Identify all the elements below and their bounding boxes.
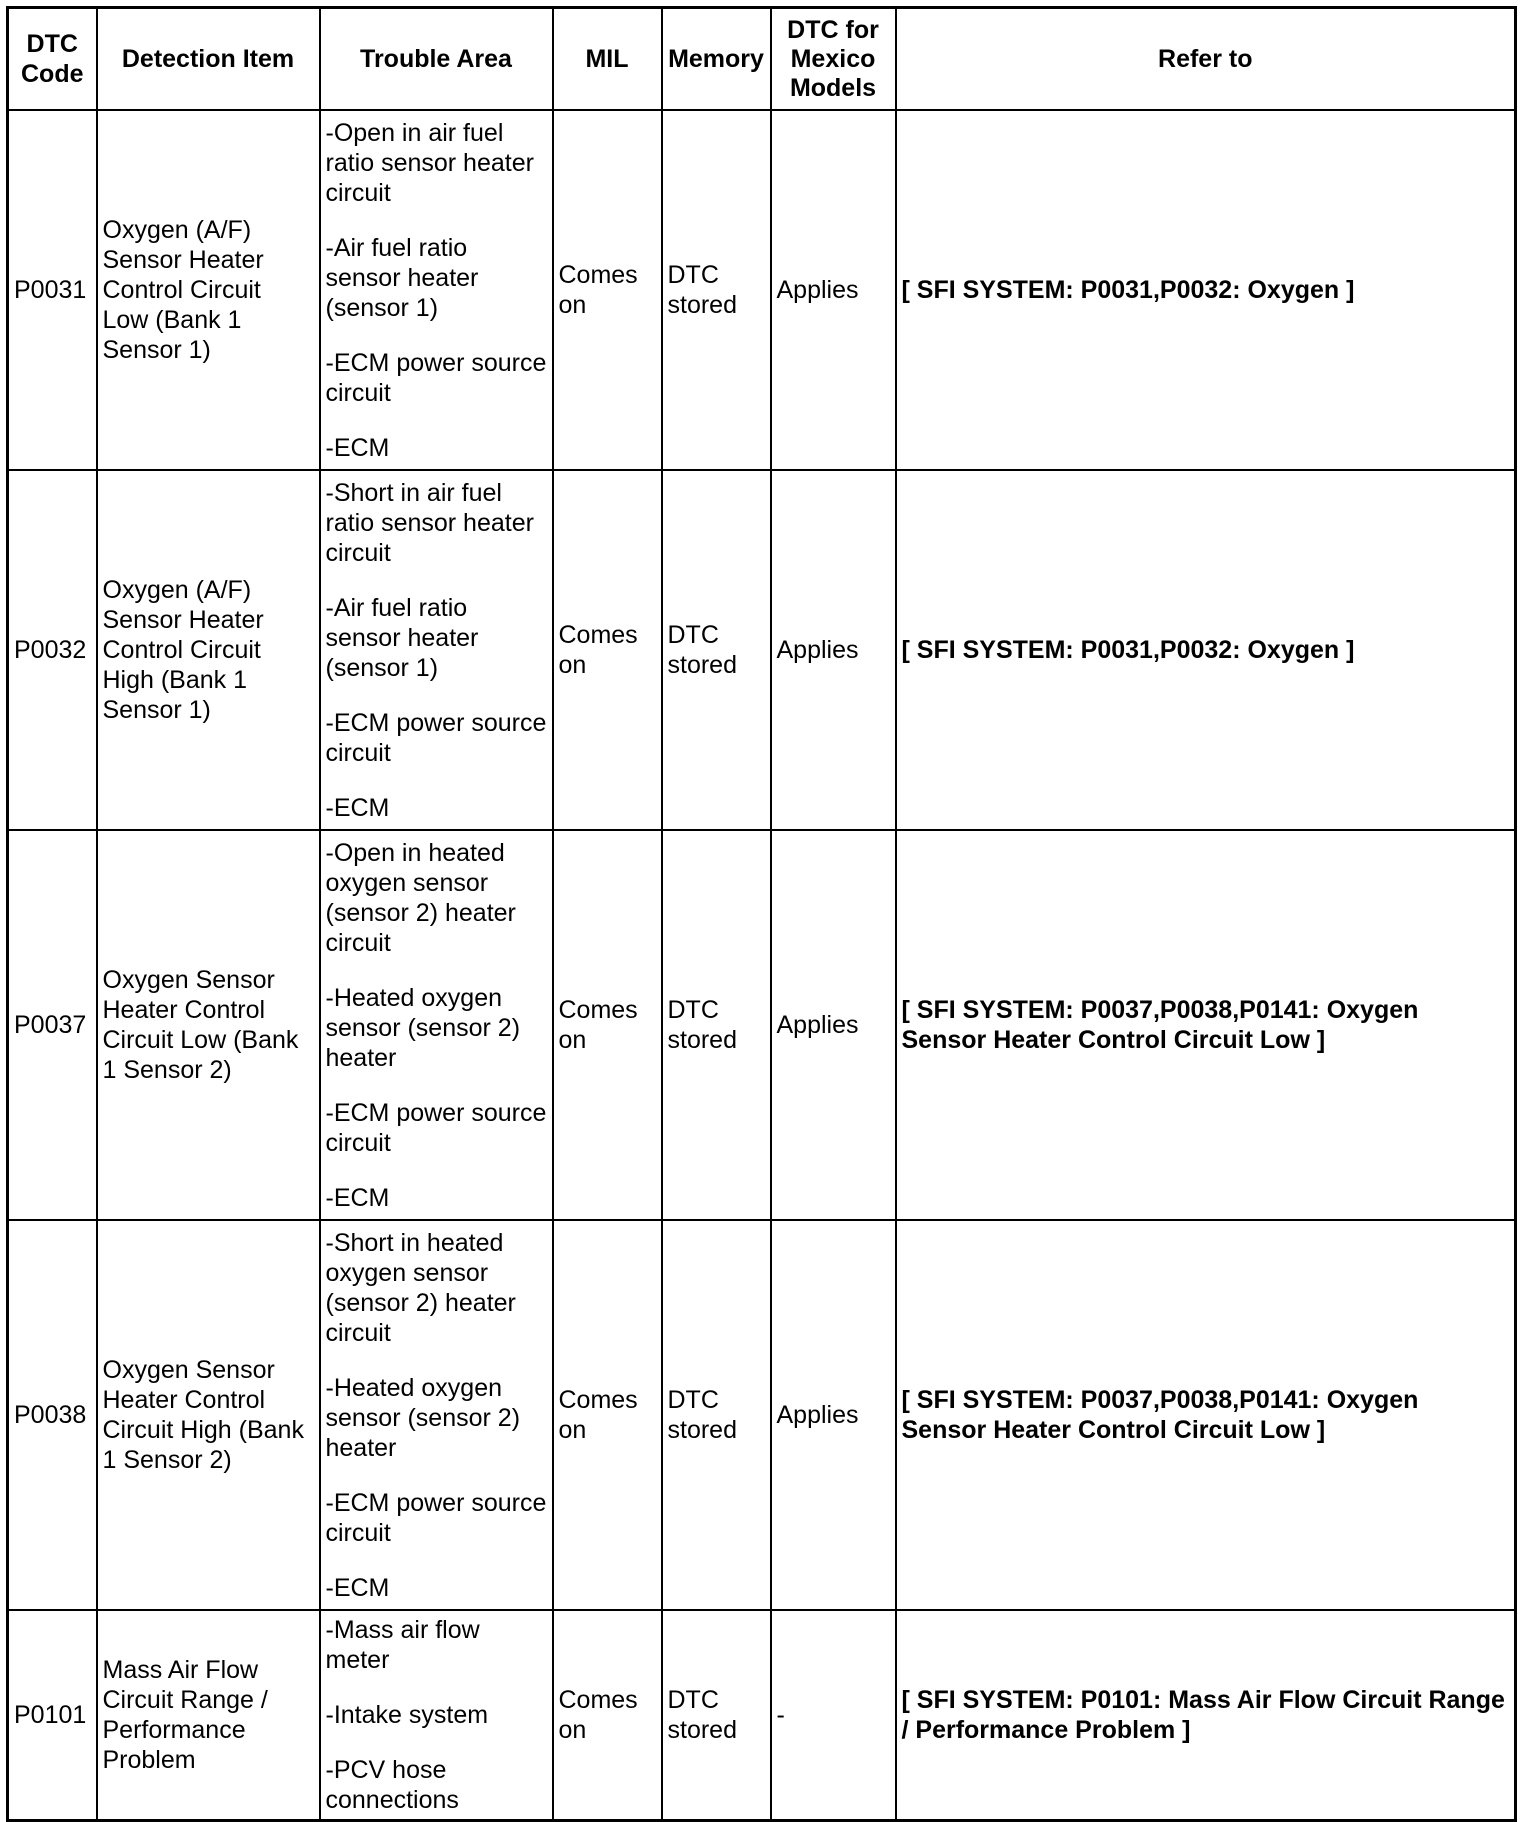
memory-cell: DTC stored [662, 1610, 771, 1821]
refer-to-link[interactable]: [ SFI SYSTEM: P0101: Mass Air Flow Circuit Range / Performance Problem ] [896, 1610, 1516, 1821]
refer-to-link[interactable]: [ SFI SYSTEM: P0037,P0038,P0141: Oxygen Sensor Heater Control Circuit Low ] [896, 830, 1516, 1220]
trouble-area-entry: -ECM power source circuit [325, 708, 547, 767]
trouble-area-entry: -ECM [325, 793, 390, 822]
trouble-area-entry: -ECM power source circuit [325, 1488, 547, 1547]
trouble-area-entry: -PCV hose connections [325, 1756, 459, 1814]
trouble-area-entry: -ECM power source circuit [325, 1098, 547, 1157]
dtc-code-cell: P0038 [8, 1220, 97, 1610]
mil-cell: Comes on [553, 1610, 662, 1821]
header-memory: Memory [662, 8, 771, 111]
refer-to-link[interactable]: [ SFI SYSTEM: P0037,P0038,P0141: Oxygen Sensor Heater Control Circuit Low ] [896, 1220, 1516, 1610]
mil-cell: Comes on [553, 830, 662, 1220]
mexico-models-cell: Applies [771, 1220, 896, 1610]
dtc-code-cell: P0037 [8, 830, 97, 1220]
header-dtc-code: DTC Code [8, 8, 97, 111]
trouble-area-entry: -Open in heated oxygen sensor (sensor 2) heater circuit [325, 838, 516, 957]
trouble-area-entry: -ECM [325, 433, 390, 462]
dtc-table [6, 6, 1517, 1822]
trouble-area-entry: -Heated oxygen sensor (sensor 2) heater [325, 983, 521, 1072]
dtc-code-cell: P0101 [8, 1610, 97, 1821]
dtc-code-cell: P0031 [8, 110, 97, 470]
mexico-models-cell: Applies [771, 470, 896, 830]
trouble-area-entry: -Short in air fuel ratio sensor heater circuit [325, 478, 534, 567]
header-mil: MIL [553, 8, 662, 111]
memory-cell: DTC stored [662, 470, 771, 830]
trouble-area-entry: -Intake system [325, 1701, 489, 1729]
trouble-area-entry: -ECM [325, 1573, 390, 1602]
trouble-area-cell [320, 110, 553, 470]
header-detection-item: Detection Item [97, 8, 320, 111]
memory-cell: DTC stored [662, 830, 771, 1220]
table-row [8, 470, 1516, 830]
refer-to-link[interactable]: [ SFI SYSTEM: P0031,P0032: Oxygen ] [896, 470, 1516, 830]
mexico-models-cell: Applies [771, 830, 896, 1220]
trouble-area-entry: -Air fuel ratio sensor heater (sensor 1) [325, 233, 479, 322]
trouble-area-entry: -ECM power source circuit [325, 348, 547, 407]
header-trouble-area: Trouble Area [320, 8, 553, 111]
trouble-area-cell [320, 1220, 553, 1610]
detection-item-cell: Oxygen Sensor Heater Control Circuit High (Bank 1 Sensor 2) [97, 1220, 320, 1610]
mil-cell: Comes on [553, 1220, 662, 1610]
header-row [8, 8, 1516, 111]
detection-item-cell: Mass Air Flow Circuit Range / Performance Problem [97, 1610, 320, 1821]
memory-cell: DTC stored [662, 1220, 771, 1610]
dtc-table-wrapper [6, 6, 1514, 1822]
table-row [8, 830, 1516, 1220]
trouble-area-entry: -Mass air flow meter [325, 1616, 480, 1674]
detection-item-cell: Oxygen (A/F) Sensor Heater Control Circuit Low (Bank 1 Sensor 1) [97, 110, 320, 470]
table-row [8, 110, 1516, 470]
refer-to-link[interactable]: [ SFI SYSTEM: P0031,P0032: Oxygen ] [896, 110, 1516, 470]
trouble-area-cell [320, 830, 553, 1220]
trouble-area-entry: -Short in heated oxygen sensor (sensor 2) heater circuit [325, 1228, 516, 1347]
detection-item-cell: Oxygen (A/F) Sensor Heater Control Circuit High (Bank 1 Sensor 1) [97, 470, 320, 830]
trouble-area-entry: -Open in air fuel ratio sensor heater circuit [325, 118, 534, 207]
trouble-area-cell [320, 470, 553, 830]
trouble-area-entry: -ECM [325, 1183, 390, 1212]
memory-cell: DTC stored [662, 110, 771, 470]
mexico-models-cell: - [771, 1610, 896, 1821]
table-row [8, 1610, 1516, 1821]
header-refer-to: Refer to [896, 8, 1516, 111]
mexico-models-cell: Applies [771, 110, 896, 470]
mil-cell: Comes on [553, 470, 662, 830]
trouble-area-entry: -Heated oxygen sensor (sensor 2) heater [325, 1373, 521, 1462]
mil-cell: Comes on [553, 110, 662, 470]
dtc-code-cell: P0032 [8, 470, 97, 830]
header-mexico-models: DTC for Mexico Models [771, 8, 896, 111]
detection-item-cell: Oxygen Sensor Heater Control Circuit Low (Bank 1 Sensor 2) [97, 830, 320, 1220]
trouble-area-entry: -Air fuel ratio sensor heater (sensor 1) [325, 593, 479, 682]
table-row [8, 1220, 1516, 1610]
trouble-area-cell [320, 1610, 553, 1821]
